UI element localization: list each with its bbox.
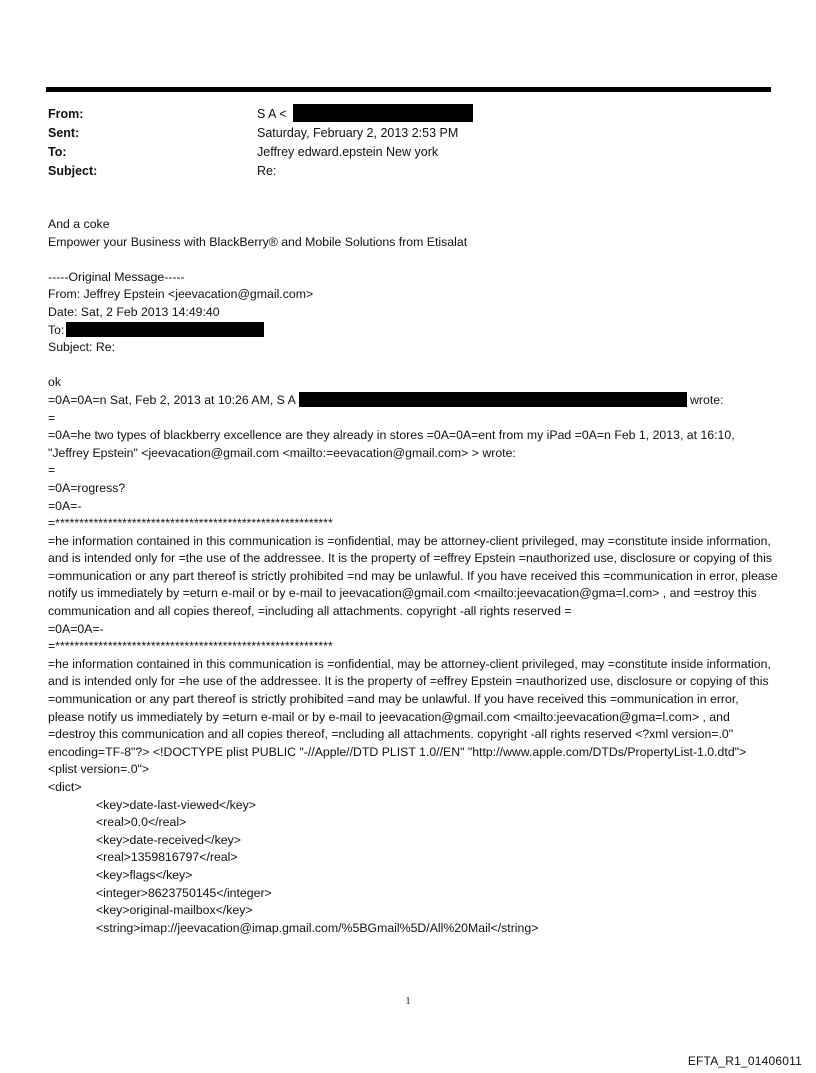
body-line: Empower your Business with BlackBerry® and Mobile Solutions from Etisalat: [48, 234, 468, 249]
body-line: [48, 392, 778, 410]
wrote-text: wrote:: [690, 392, 724, 407]
redaction-sender: [299, 392, 687, 407]
document-id: EFTA_R1_01406011: [687, 1054, 802, 1068]
to-value: Jeffrey edward.epstein New york: [257, 145, 439, 159]
quoted-header-text: =0A=0A=n Sat, Feb 2, 2013 at 10:26 AM, S A: [48, 392, 296, 407]
plist-line: <real>1359816797</real>: [96, 850, 238, 865]
plist-line: <key>original-mailbox</key>: [96, 903, 253, 918]
body-line: Subject: Re:: [48, 340, 115, 355]
to-inline-label: To:: [48, 322, 65, 337]
body-line: =0A=-: [48, 498, 82, 513]
body-line: =0A=rogress?: [48, 480, 126, 495]
body-line: Date: Sat, 2 Feb 2013 14:49:40: [48, 304, 220, 319]
subject-label: Subject:: [48, 164, 98, 178]
to-label: To:: [48, 145, 67, 159]
original-message-divider: -----Original Message-----: [48, 269, 185, 284]
body-line: And a coke: [48, 217, 110, 231]
plist-line: <plist version=.0">: [48, 762, 150, 777]
disclaimer-paragraph: =he information contained in this communication is =onfidential, may be attorney-client privileged, may =constitute inside information, and is intended only for =the use of the addressee. It is the property of =effrey Epstein =nauthorized use, disclosure or copying of this =ommunication or any part thereof is strictly prohibited =nd may be unlawful. If you have received this =communication in error, please notify us immediately by =eturn e-mail or by e-mail to jeevacation@gmail.com <mailto:jeevacation@gma=l.com> , and =estroy this communication and all copies thereof, =including all attachments. copyright -all rights reserved =: [48, 533, 778, 619]
sent-value: Saturday, February 2, 2013 2:53 PM: [257, 126, 459, 140]
body-line: =: [48, 463, 56, 478]
subject-value: Re:: [257, 164, 277, 178]
body-line: ok: [48, 375, 61, 390]
body-line: [48, 322, 778, 340]
redaction-to: [66, 322, 264, 337]
from-value: S A <: [257, 107, 287, 121]
asterisk-divider: =**********************************************************: [48, 639, 333, 654]
sent-label: Sent:: [48, 126, 80, 140]
disclaimer-paragraph: =he information contained in this communication is =onfidential, may be attorney-client privileged, may =constitute inside information, and is intended only for =he use of the addressee. It is the property of =effrey Epstein =nauthorized use, disclosure or copying of this =ommunication or any part thereof is strictly prohibited =and may be unlawful. If you have received this =ommunication in error, please notify us immediately by =eturn e-mail or by e-mail to jeevacation@gmail.com <mailto:jeevacation@gma=l.com> , and =destroy this communication and all copies thereof, =ncluding all attachments. copyright -all rights reserved <?xml version=.0" encoding=TF-8"?> <!DOCTYPE plist PUBLIC "-//Apple//DTD PLIST 1.0//EN" "http://www.apple.com/DTDs/PropertyList-1.0.dtd">: [48, 656, 771, 759]
asterisk-divider: =**********************************************************: [48, 516, 333, 531]
plist-line: <real>0.0</real>: [96, 815, 187, 830]
from-label: From:: [48, 107, 84, 121]
plist-line: <integer>8623750145</integer>: [96, 885, 272, 900]
email-body: [48, 216, 778, 937]
header-rule: [46, 87, 771, 92]
body-line: =0A=0A=-: [48, 621, 104, 636]
body-line: =: [48, 410, 56, 425]
plist-line: <string>imap://jeevacation@imap.gmail.com/%5BGmail%5D/All%20Mail</string>: [96, 920, 539, 935]
page-number: 1: [405, 996, 411, 1007]
body-paragraph: =0A=he two types of blackberry excellence are they already in stores =0A=0A=ent from my iPad =0A=n Feb 1, 2013, at 16:10, "Jeffrey Epstein" <jeevacation@gmail.com <mailto:=eevacation@gmail.com> > wrote:: [48, 428, 735, 460]
body-line: From: Jeffrey Epstein <jeevacation@gmail.com>: [48, 287, 314, 302]
plist-line: <key>flags</key>: [96, 867, 193, 882]
plist-line: <key>date-received</key>: [96, 832, 241, 847]
redaction-from: [293, 104, 473, 122]
plist-line: <dict>: [48, 780, 82, 794]
plist-line: <key>date-last-viewed</key>: [96, 797, 256, 812]
